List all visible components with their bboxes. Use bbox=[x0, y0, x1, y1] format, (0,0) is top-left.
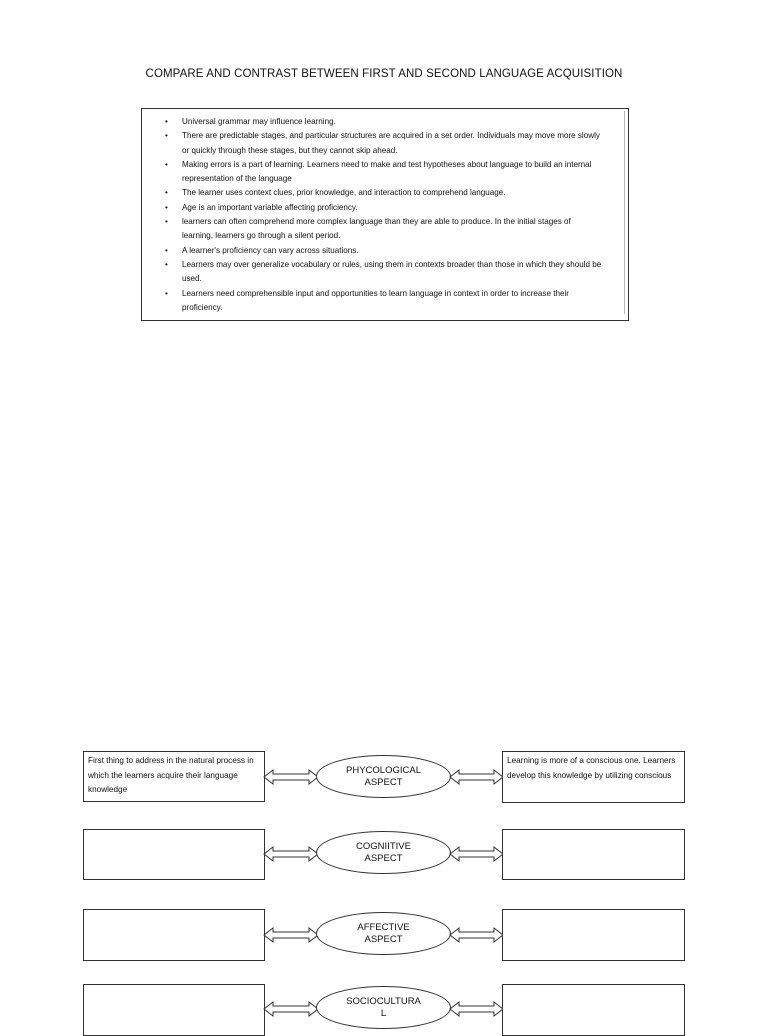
bullet-item bbox=[165, 287, 604, 316]
right-double-arrow bbox=[450, 847, 503, 861]
bullet-dot: • bbox=[165, 188, 168, 198]
second-language-box bbox=[502, 829, 685, 880]
bullet-text: Making errors is a part of learning. Learners need to make and test hypotheses about language to build an internal representation of the language bbox=[182, 159, 592, 184]
right-double-arrow bbox=[450, 1002, 503, 1016]
box-inner-rule bbox=[624, 111, 625, 314]
first-language-text: First thing to address in the natural process in which the learners acquire their language knowledge bbox=[88, 756, 254, 794]
second-language-text: Learning is more of a conscious one. Learners develop this knowledge by utilizing conscious bbox=[507, 756, 676, 780]
first-language-box bbox=[83, 984, 265, 1036]
bullet-text: Learners need comprehensible input and opportunities to learn language in context in order to increase their proficiency. bbox=[182, 288, 569, 312]
bullet-item bbox=[165, 244, 604, 258]
bullet-text: Learners may over generalize vocabulary or rules, using them in contexts broader than those in which they should be used. bbox=[182, 259, 602, 284]
bullet-item bbox=[165, 215, 604, 244]
left-double-arrow bbox=[264, 928, 318, 942]
acquisition-bullet-box bbox=[141, 108, 629, 321]
first-language-box bbox=[83, 829, 265, 880]
bullet-item bbox=[165, 186, 604, 200]
bullet-text: There are predictable stages, and particular structures are acquired in a set order. Individuals may move more slowly or quickly through these stages, but they cannot skip ahead. bbox=[182, 131, 600, 155]
bullet-dot: • bbox=[165, 202, 168, 212]
right-double-arrow bbox=[450, 770, 503, 784]
second-language-box bbox=[502, 984, 685, 1036]
right-double-arrow bbox=[450, 928, 503, 942]
bullet-item bbox=[165, 201, 604, 215]
bullet-text: learners can often comprehend more complex language than they are able to produce. In the initial stages of learning, learners go through a silent period. bbox=[182, 217, 571, 241]
bullet-dot: • bbox=[165, 288, 168, 298]
bullet-text: Universal grammar may influence learning. bbox=[182, 117, 336, 126]
page-title: COMPARE AND CONTRAST BETWEEN FIRST AND SECOND LANGUAGE ACQUISITION bbox=[145, 68, 623, 80]
bullet-item bbox=[165, 129, 604, 158]
aspect-oval: SOCIOCULTURA L bbox=[316, 986, 451, 1029]
bullet-dot: • bbox=[165, 131, 168, 141]
bullet-item bbox=[165, 115, 604, 129]
first-language-box bbox=[83, 751, 265, 802]
left-double-arrow bbox=[264, 770, 318, 784]
bullet-dot: • bbox=[165, 245, 168, 255]
bullet-text: Age is an important variable affecting proficiency. bbox=[182, 202, 358, 212]
bullet-dot: • bbox=[165, 259, 168, 269]
bullet-dot: • bbox=[165, 117, 168, 126]
bullet-item bbox=[165, 258, 604, 287]
first-language-box bbox=[83, 909, 265, 961]
second-language-box bbox=[502, 751, 685, 803]
bullet-text: The learner uses context clues, prior knowledge, and interaction to comprehend language. bbox=[182, 188, 506, 198]
aspect-oval: PHYCOLOGICAL ASPECT bbox=[316, 755, 451, 798]
aspect-oval: AFFECTIVE ASPECT bbox=[316, 912, 451, 955]
bullet-list bbox=[165, 109, 622, 315]
second-language-box bbox=[502, 909, 685, 961]
bullet-item bbox=[165, 158, 604, 187]
left-double-arrow bbox=[264, 847, 318, 861]
bullet-dot: • bbox=[165, 217, 168, 227]
bullet-text: A learner's proficiency can vary across situations. bbox=[182, 245, 359, 255]
left-double-arrow bbox=[264, 1002, 318, 1016]
aspect-oval: COGNIITIVE ASPECT bbox=[316, 831, 451, 874]
bullet-dot: • bbox=[165, 159, 168, 169]
